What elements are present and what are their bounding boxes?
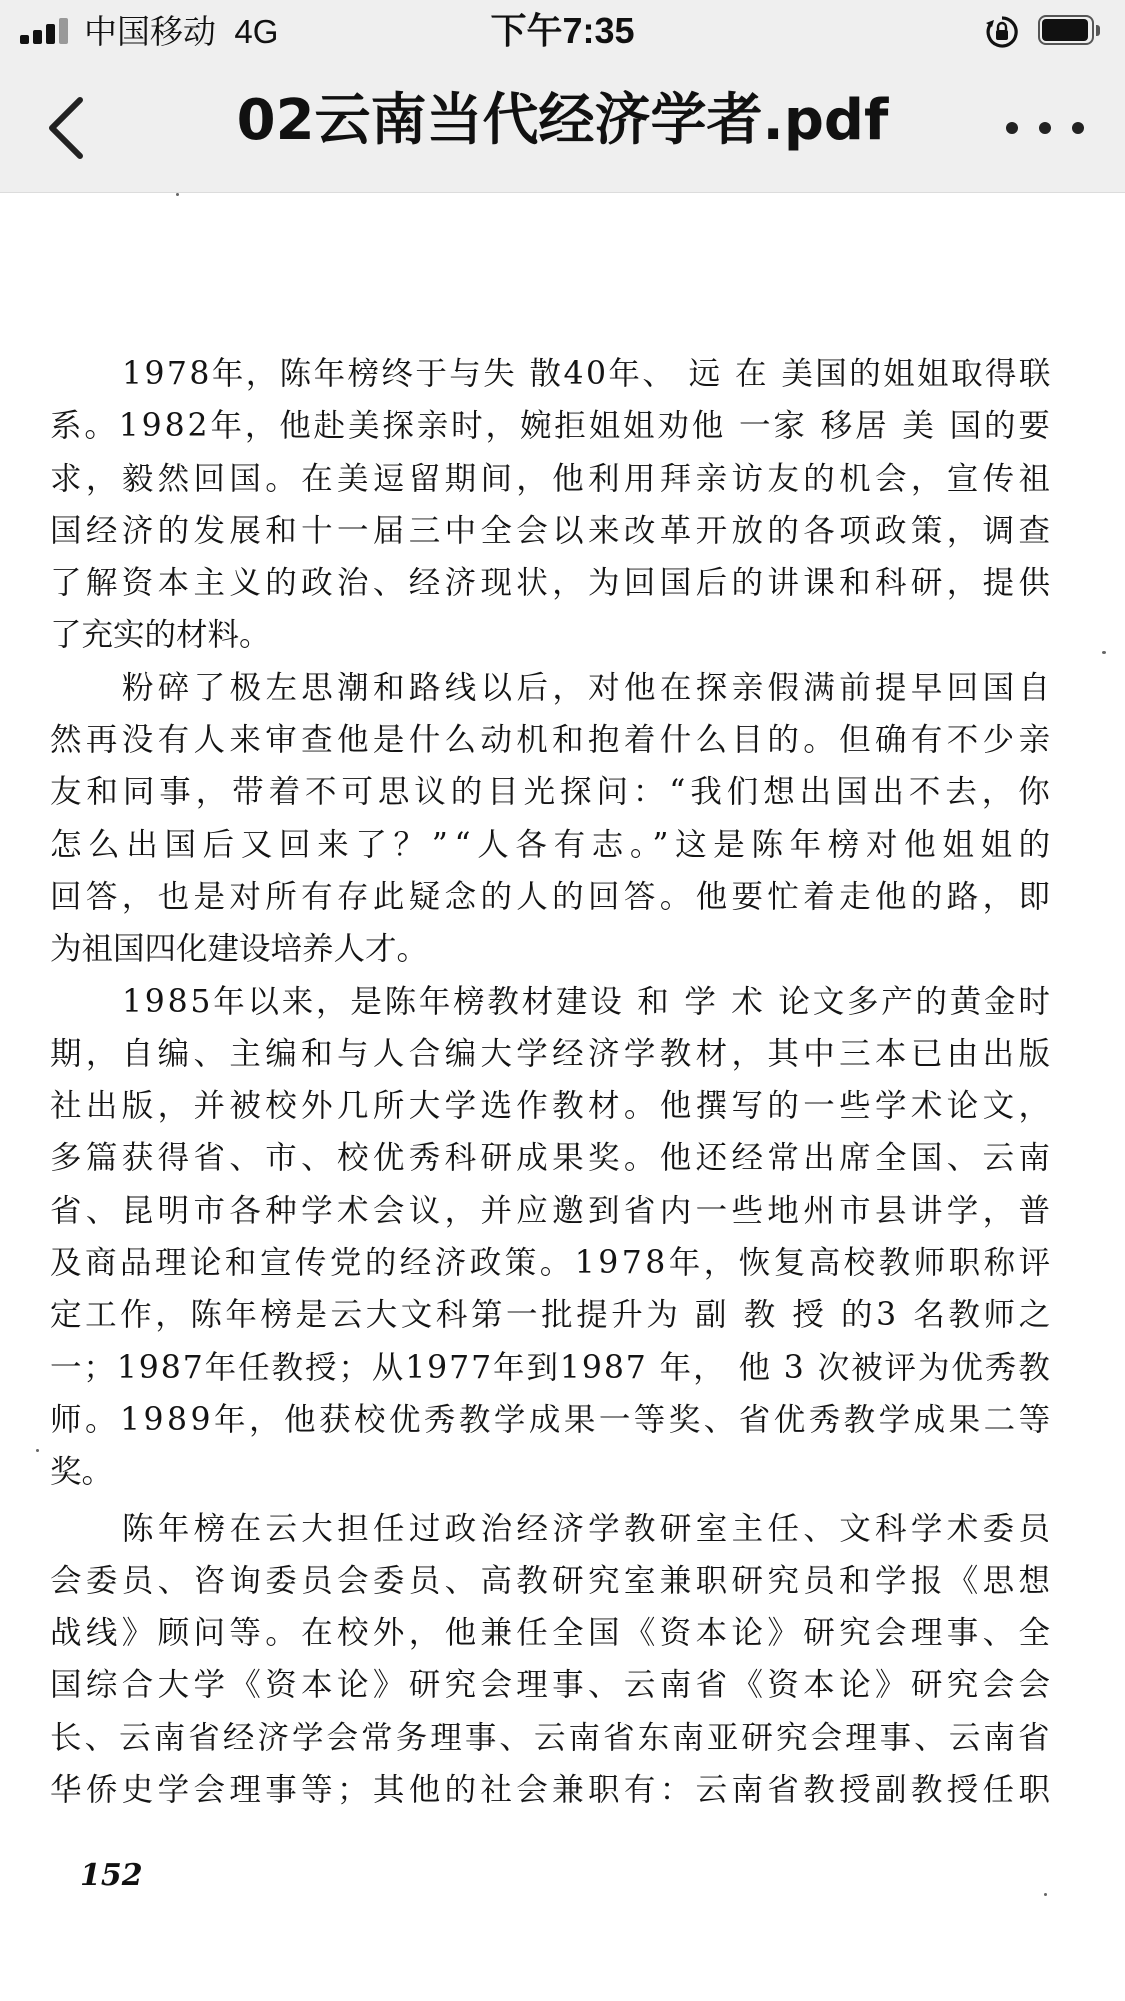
text-line: 一；1987年任教授；从1977年到1987 年， 他 3 次被评为优秀教 (50, 1349, 1052, 1386)
text-line: 多篇获得省、市、校优秀科研成果奖。他还经常出席全国、云南 (50, 1140, 1055, 1177)
text-line: 友和同事，带着不可思议的目光探问：“我们想出国出不去，你 (50, 774, 1055, 811)
battery-icon (1038, 15, 1102, 47)
text-line: 长、云南省经济学会常务理事、云南省东南亚研究会理事、云南省 (50, 1719, 1053, 1756)
text-line: 1978年，陈年榜终于与失 散40年、 远 在 美国的姐姐取得联 (122, 356, 1053, 392)
more-options-button[interactable] (990, 98, 1100, 158)
rotation-lock-icon (984, 14, 1020, 50)
document-title: 02云南当代经济学者.pdf (236, 88, 889, 153)
text-line: 定工作，陈年榜是云大文科第一批提升为 副 教 授 的3 名教师之 (50, 1297, 1054, 1334)
status-time: 下午7:35 (490, 10, 635, 51)
page-number: 152 (80, 1858, 143, 1893)
text-line: 了解资本主义的政治、经济现状，为回国后的讲课和科研，提供 (50, 565, 1055, 602)
text-line: 怎么出国后又回来了？”“人各有志。”这是陈年榜对他姐姐的 (50, 826, 1057, 863)
text-line: 求，毅然回国。在美逗留期间，他利用拜亲访友的机会，宣传祖 (50, 460, 1055, 497)
text-line: 奖。 (50, 1454, 114, 1491)
text-line: 社出版，并被校外几所大学选作教材。他撰写的一些学术论文， (50, 1088, 1055, 1125)
text-line: 华侨史学会理事等；其他的社会兼职有：云南省教授副教授任职 (50, 1772, 1055, 1809)
text-line: 陈年榜在云大担任过政治经济学教研室主任、文科学术委员 (122, 1510, 1055, 1547)
text-line: 为祖国四化建设培养人才。 (50, 931, 429, 968)
text-line: 战线》顾问等。在校外，他兼任全国《资本论》研究会理事、全 (50, 1615, 1055, 1652)
text-line: 系。1982年，他赴美探亲时，婉拒姐姐劝他 一家 移居 美 国的要 (50, 408, 1053, 445)
back-chevron-icon[interactable] (30, 88, 110, 168)
navigation-bar (0, 64, 1125, 192)
text-line: 1985年以来，是陈年榜教材建设 和 学 术 论文多产的黄金时 (122, 983, 1053, 1020)
ellipsis-icon (1006, 122, 1018, 134)
status-bar (0, 0, 1125, 64)
text-line: 师。1989年，他获校优秀教学成果一等奖、省优秀教学成果二等 (50, 1401, 1054, 1438)
text-line: 了充实的材料。 (50, 617, 271, 654)
top-chrome (0, 0, 1125, 193)
text-line: 期，自编、主编和与人合编大学经济学教材，其中三本已由出版 (50, 1035, 1055, 1072)
text-line: 会委员、咨询委员会委员、高教研究室兼职研究员和学报《思想 (50, 1562, 1055, 1599)
text-line: 国经济的发展和十一届三中全会以来改革开放的各项政策，调查 (50, 512, 1055, 549)
text-line: 然再没有人来审查他是什么动机和抱着什么目的。但确有不少亲 (50, 722, 1055, 759)
carrier-label: 中国移动 4G (84, 13, 279, 50)
document-text (50, 348, 1057, 1816)
pdf-page[interactable] (0, 193, 1125, 2001)
text-line: 回答，也是对所有存此疑念的人的回答。他要忙着走他的路，即 (50, 878, 1055, 915)
text-line: 国综合大学《资本论》研究会理事、云南省《资本论》研究会会 (50, 1667, 1055, 1704)
text-line: 粉碎了极左思潮和路线以后，对他在探亲假满前提早回国自 (122, 669, 1055, 706)
text-line: 及商品理论和宣传党的经济政策。1978年，恢复高校教师职称评 (50, 1245, 1054, 1282)
text-line: 省、昆明市各种学术会议，并应邀到省内一些地州市县讲学，普 (50, 1192, 1055, 1229)
